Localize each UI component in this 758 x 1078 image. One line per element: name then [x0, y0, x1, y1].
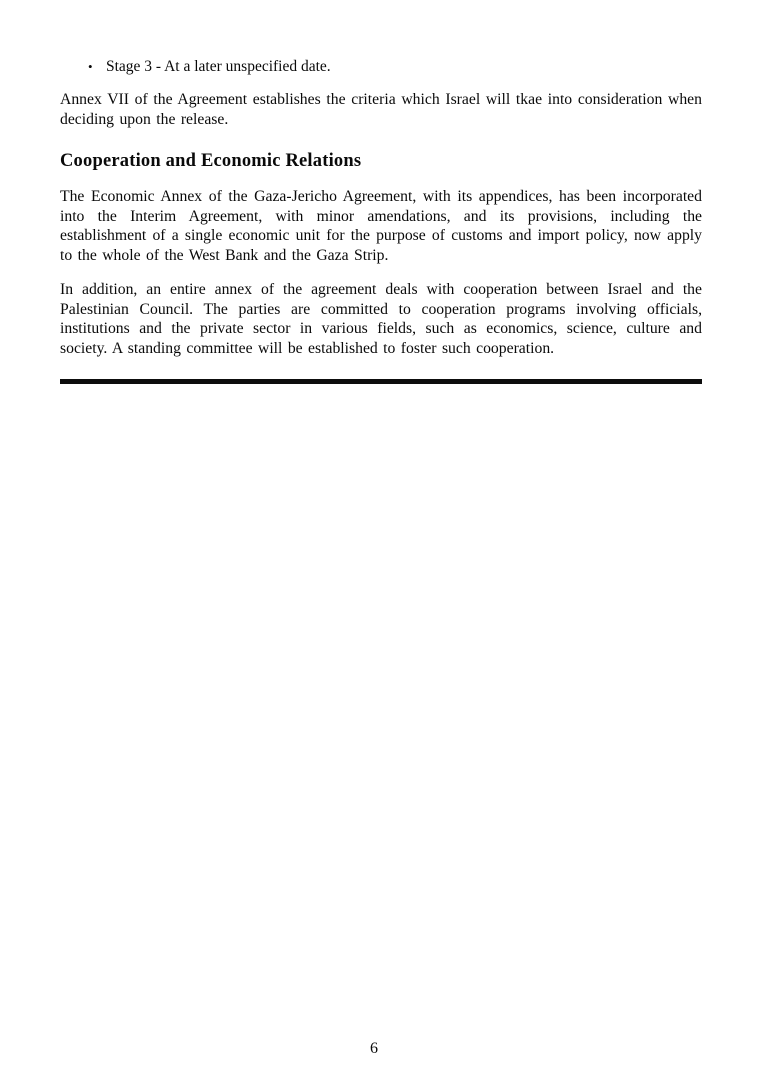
bullet-item-text: Stage 3 - At a later unspecified date. [106, 58, 331, 75]
paragraph-economic-annex: The Economic Annex of the Gaza-Jericho Agreement, with its appendices, has been incorporated into the Interim Agreement, with minor amendations, and its provisions, including the establishment of a single economic unit for the purpose of customs and import policy, now apply to the whole of the West Bank and the Gaza Strip. [60, 188, 702, 264]
paragraph-cooperation-annex: In addition, an entire annex of the agreement deals with cooperation between Israel and the Palestinian Council. The parties are committed to cooperation programs involving officials, institutions and the private sector in various fields, such as economics, science, culture and society. A standing committee will be established to foster such cooperation. [60, 281, 702, 357]
paragraph-annex-vii: Annex VII of the Agreement establishes the criteria which Israel will tkae into consideration when deciding upon the release. [60, 91, 702, 128]
horizontal-rule [60, 379, 702, 384]
page-content [60, 0, 702, 384]
page-number: 6 [370, 1040, 378, 1057]
bullet-icon: • [88, 59, 93, 74]
bullet-list-item [88, 57, 702, 77]
section-heading-cooperation: Cooperation and Economic Relations [60, 151, 362, 171]
